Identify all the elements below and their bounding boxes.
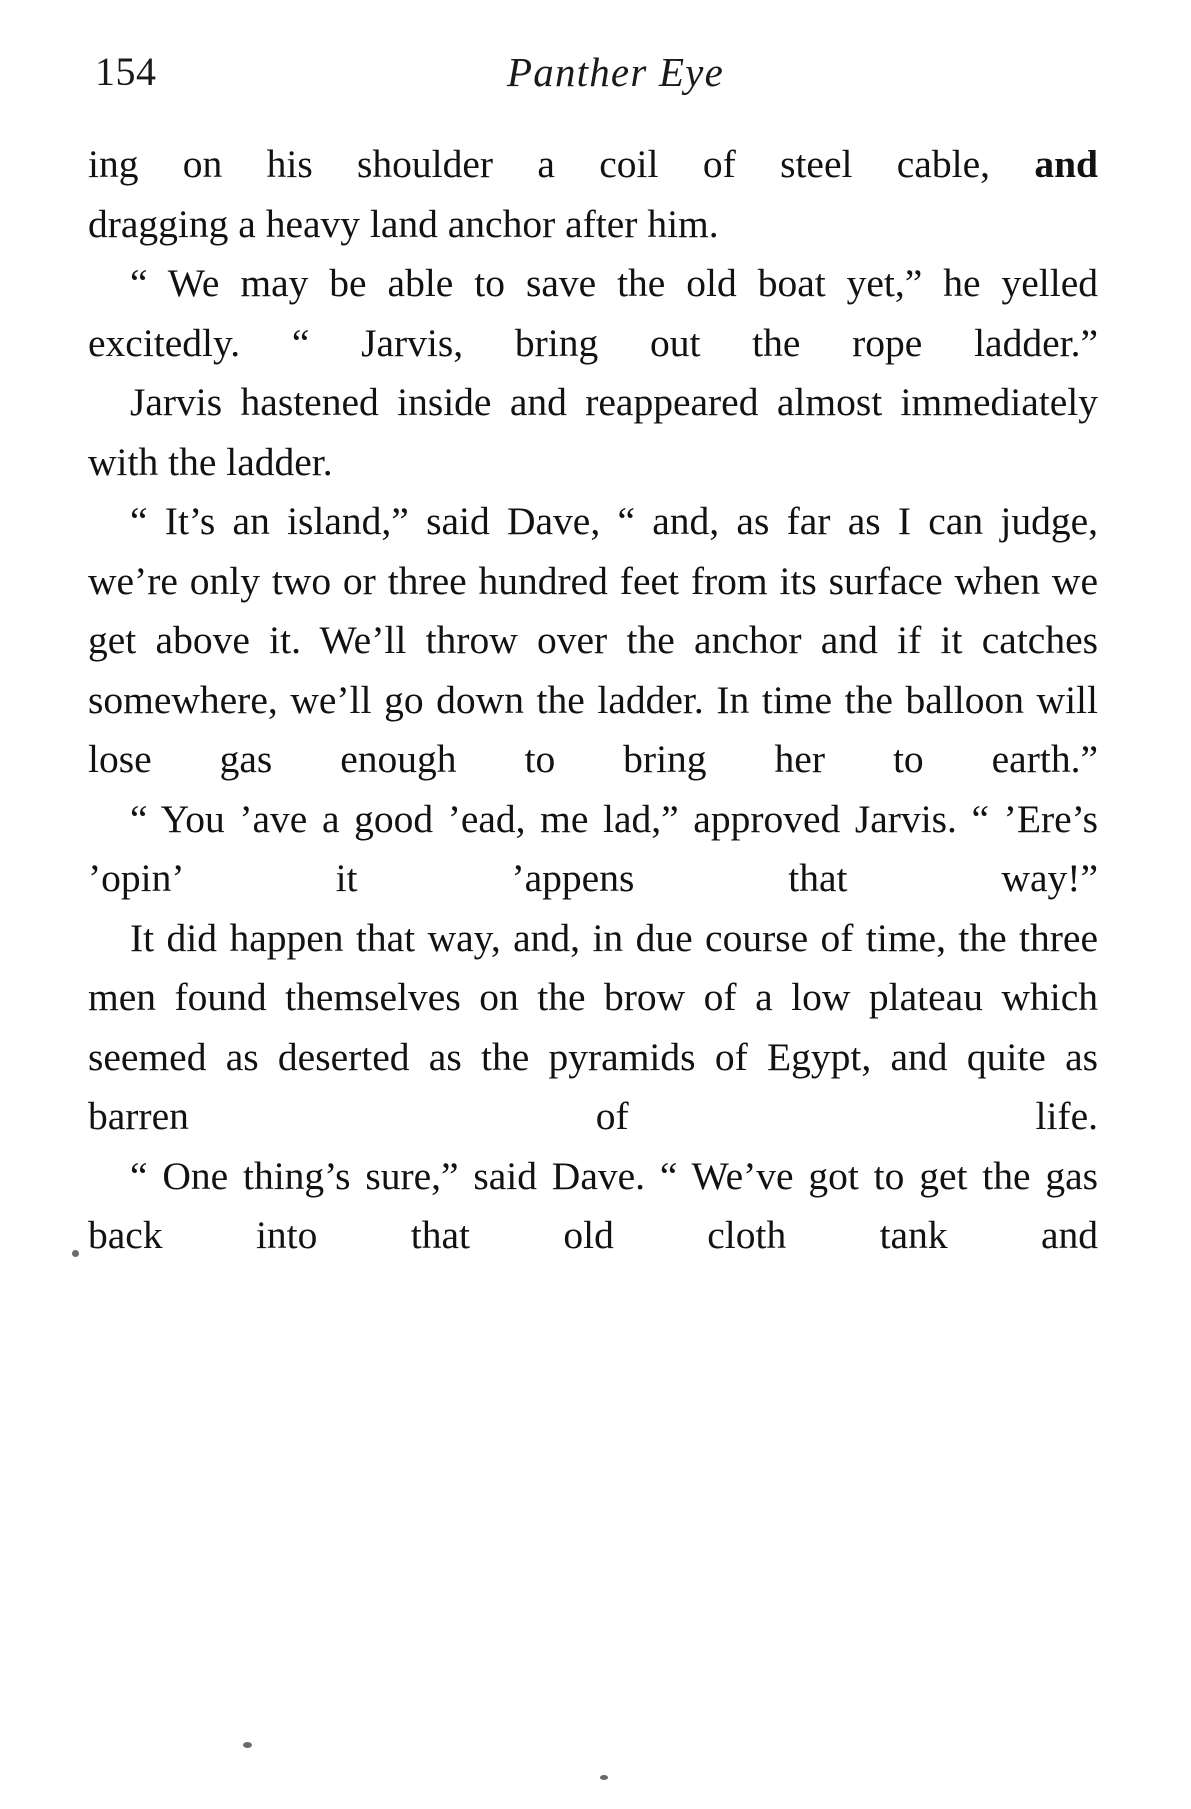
paragraph-text: “ One thing’s sure,” said Dave. “ We’ve got to get the gas back into that old cloth tank and [88, 1153, 1098, 1257]
paragraph [88, 909, 1098, 1147]
paragraph [88, 1147, 1098, 1266]
paragraph [88, 254, 1098, 373]
paragraph-text: It did happen that way, and, in due course of time, the three men found themselves on the brow of a low plateau which seemed as deserted as the pyramids of Egypt, and quite as barren of life. [88, 915, 1098, 1138]
paragraph-text: ing on his shoulder a coil of steel cable, [88, 142, 1035, 186]
paragraph [88, 492, 1098, 790]
paragraph [88, 135, 1098, 195]
page-number: 154 [95, 49, 157, 94]
page-speckle [243, 1742, 252, 1748]
paragraph-text: “ We may be able to save the old boat yet,” he yelled excitedly. “ Jarvis, bring out the rope ladder.” [88, 261, 1098, 365]
running-title: Panther Eye [507, 49, 724, 95]
paragraph [88, 790, 1098, 909]
paragraph-text: “ You ’ave a good ’ead, me lad,” approved Jarvis. “ ’Ere’s ’opin’ it ’appens that way!” [88, 796, 1098, 900]
paragraph-text: dragging a heavy land anchor after him. [88, 201, 719, 246]
paragraph-text: Jarvis hastened inside and reappeared almost immediately with the ladder. [88, 380, 1098, 484]
paragraph [88, 373, 1098, 492]
body-text [88, 135, 1098, 1266]
paragraph-text: “ It’s an island,” said Dave, “ and, as far as I can judge, we’re only two or three hundred feet from its surface when we get above it. We’ll throw over the anchor and if it catches somewhere, we’ll go down the ladder. In time the balloon will lose gas enough to bring her to earth.” [88, 499, 1098, 781]
paragraph [88, 195, 1098, 255]
page-speckle [72, 1250, 79, 1257]
bold-word: and [1034, 142, 1098, 186]
running-head [95, 48, 1096, 108]
page-speckle [600, 1775, 608, 1780]
